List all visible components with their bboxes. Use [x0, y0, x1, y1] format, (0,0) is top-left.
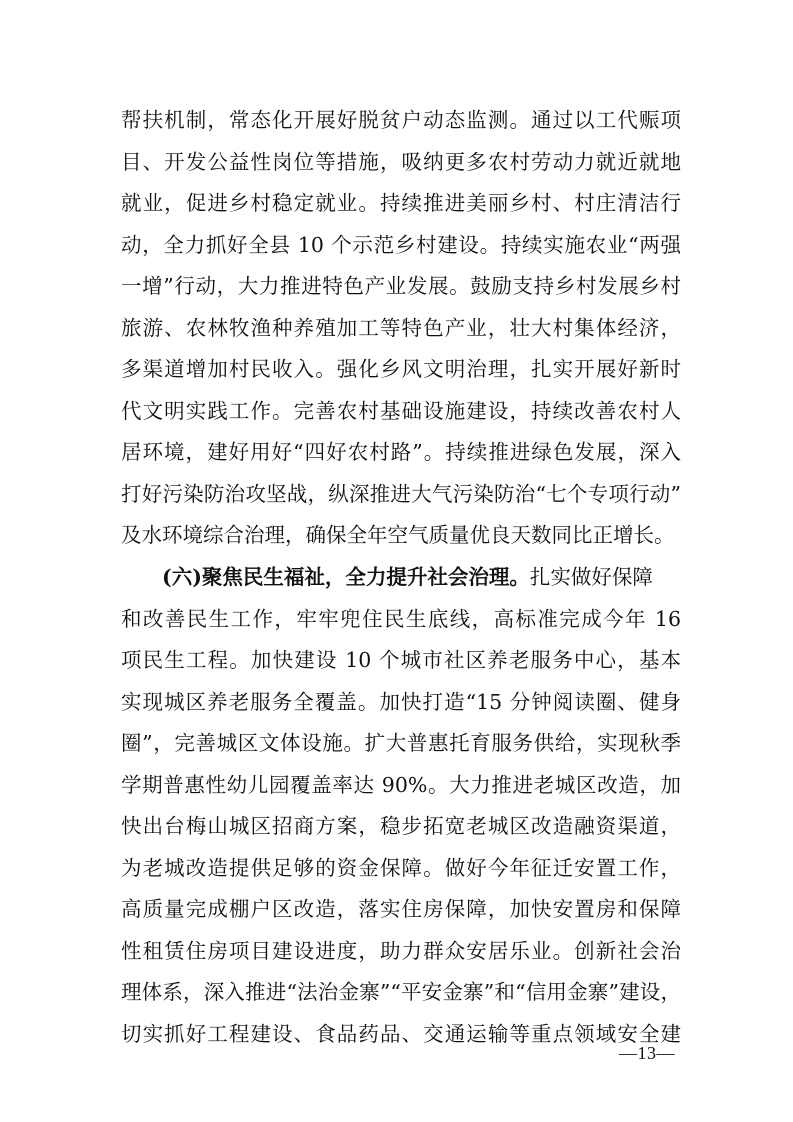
text-line: 性租赁住房项目建设进度，助力群众安居乐业。创新社会治 [121, 938, 681, 963]
text-line: 学期普惠性幼儿园覆盖率达 90%。大力推进老城区改造，加 [121, 772, 681, 797]
section-heading-line [121, 557, 681, 599]
text-line: 及水环境综合治理，确保全年空气质量优良天数同比正增长。 [121, 523, 675, 548]
text-line: 旅游、农林牧渔种养殖加工等特色产业，壮大村集体经济， [121, 315, 681, 340]
text-line: 帮扶机制，常态化开展好脱贫户动态监测。通过以工代赈项 [121, 108, 681, 132]
text-line: 切实抓好工程建设、食品药品、交通运输等重点领域安全建 [121, 1022, 681, 1047]
body-text [121, 100, 681, 1056]
text-line: 动，全力抓好全县 10 个示范乡村建设。持续实施农业“两强 [121, 232, 681, 257]
text-line: 居环境，建好用好“四好农村路”。持续推进绿色发展，深入 [121, 440, 681, 465]
section-heading: (六)聚焦民生福祉，全力提升社会治理。 [162, 565, 530, 590]
text-line: 打好污染防治攻坚战，纵深推进大气污染防治“七个专项行动” [121, 481, 681, 506]
text-line: 一增”行动，大力推进特色产业发展。鼓励支持乡村发展乡村 [121, 274, 681, 299]
text-line: 项民生工程。加快建设 10 个城市社区养老服务中心，基本 [121, 648, 681, 673]
text-line: 代文明实践工作。完善农村基础设施建设，持续改善农村人 [121, 398, 681, 423]
text-line: 快出台梅山城区招商方案，稳步拓宽老城区改造融资渠道， [121, 814, 681, 839]
text-line-rest: 扎实做好保障 [529, 565, 653, 590]
text-line: 实现城区养老服务全覆盖。加快打造“15 分钟阅读圈、健身 [121, 689, 681, 714]
text-line: 就业，促进乡村稳定就业。持续推进美丽乡村、村庄清洁行 [121, 191, 681, 216]
text-line: 为老城改造提供足够的资金保障。做好今年征迁安置工作， [121, 855, 681, 880]
text-line: 高质量完成棚户区改造，落实住房保障，加快安置房和保障 [121, 897, 681, 922]
text-line: 目、开发公益性岗位等措施，吸纳更多农村劳动力就近就地 [121, 149, 681, 174]
text-line: 圈”，完善城区文体设施。扩大普惠托育服务供给，实现秋季 [121, 731, 681, 756]
page-number: —13— [619, 1043, 675, 1063]
text-line: 和改善民生工作，牢牢兜住民生底线，高标准完成今年 16 [121, 606, 681, 631]
text-line: 理体系，深入推进“法治金寨”“平安金寨”和“信用金寨”建设， [121, 980, 681, 1005]
text-line: 多渠道增加村民收入。强化乡风文明治理，扎实开展好新时 [121, 357, 681, 382]
